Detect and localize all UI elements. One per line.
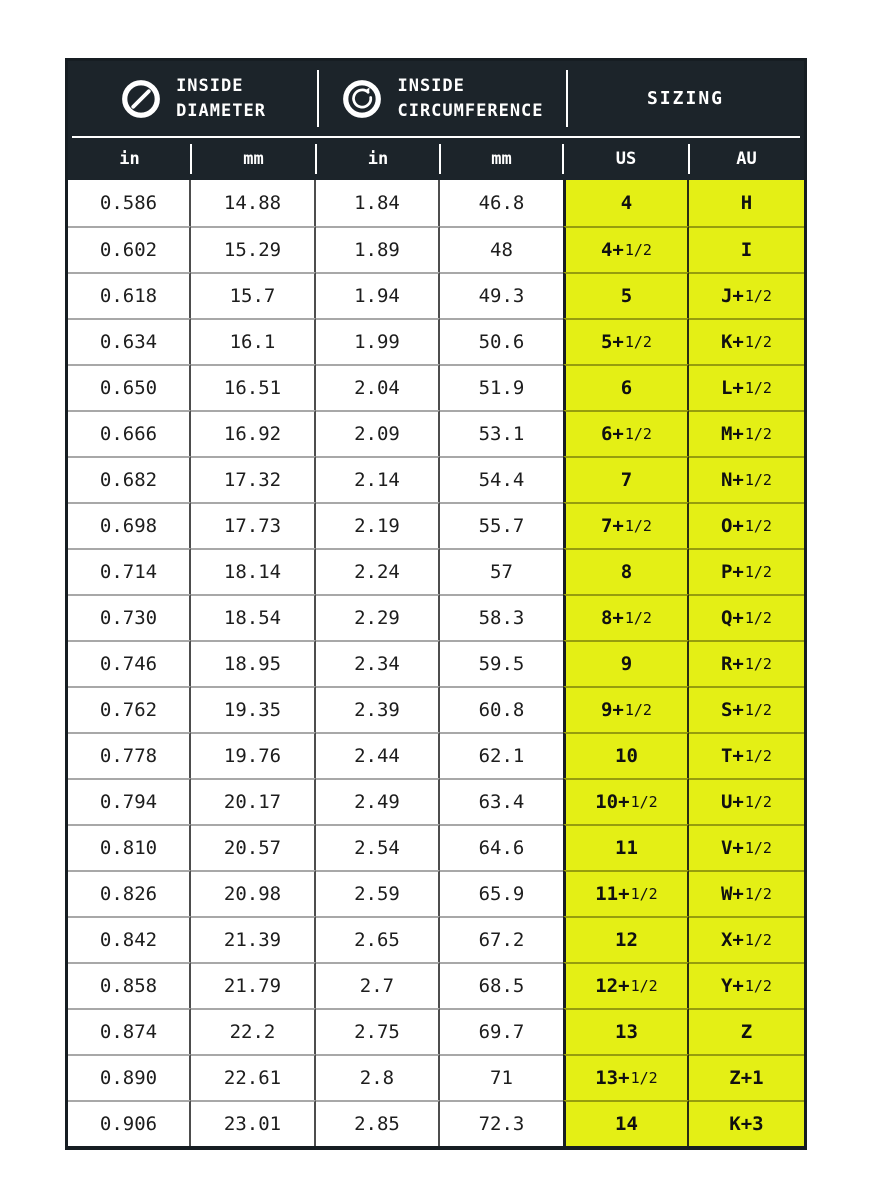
circumference-mm-cell: 54.4 <box>440 456 563 502</box>
diameter-icon <box>120 78 162 120</box>
circumference-in-cell: 2.54 <box>316 824 440 870</box>
diameter-in-cell: 0.826 <box>68 870 191 916</box>
diameter-mm-cell: 18.95 <box>191 640 316 686</box>
circumference-in-cell: 2.04 <box>316 364 440 410</box>
table-row <box>68 272 804 318</box>
us-size-cell: 14 <box>563 1100 689 1146</box>
au-size-cell: Y+ 1/2 <box>689 962 804 1008</box>
sizing-header <box>567 61 804 136</box>
table-row <box>68 410 804 456</box>
circumference-in-cell: 2.19 <box>316 502 440 548</box>
circumference-in-cell: 2.34 <box>316 640 440 686</box>
inside-diameter-label <box>176 74 266 123</box>
us-size-cell: 9+ 1/2 <box>563 686 689 732</box>
us-size-cell: 10 <box>563 732 689 778</box>
col-header-diameter-mm: mm <box>191 138 316 180</box>
circumference-mm-cell: 48 <box>440 226 563 272</box>
circumference-mm-cell: 55.7 <box>440 502 563 548</box>
au-size-cell: O+ 1/2 <box>689 502 804 548</box>
circumference-mm-cell: 62.1 <box>440 732 563 778</box>
us-size-cell: 5 <box>563 272 689 318</box>
table-row <box>68 180 804 226</box>
diameter-mm-cell: 15.7 <box>191 272 316 318</box>
au-size-cell: U+ 1/2 <box>689 778 804 824</box>
circumference-mm-cell: 65.9 <box>440 870 563 916</box>
table-row <box>68 594 804 640</box>
table-row <box>68 364 804 410</box>
col-header-us: US <box>563 138 689 180</box>
circumference-in-cell: 2.39 <box>316 686 440 732</box>
us-size-cell: 12 <box>563 916 689 962</box>
circumference-mm-cell: 64.6 <box>440 824 563 870</box>
circumference-in-cell: 2.14 <box>316 456 440 502</box>
us-size-cell: 4 <box>563 180 689 226</box>
inside-diameter-header <box>68 61 318 136</box>
us-size-cell: 6 <box>563 364 689 410</box>
au-size-cell: Q+ 1/2 <box>689 594 804 640</box>
circumference-mm-cell: 63.4 <box>440 778 563 824</box>
circumference-mm-cell: 58.3 <box>440 594 563 640</box>
diameter-in-cell: 0.778 <box>68 732 191 778</box>
us-size-cell: 11 <box>563 824 689 870</box>
diameter-in-cell: 0.810 <box>68 824 191 870</box>
diameter-in-cell: 0.858 <box>68 962 191 1008</box>
diameter-in-cell: 0.730 <box>68 594 191 640</box>
au-size-cell: P+ 1/2 <box>689 548 804 594</box>
au-size-cell: V+ 1/2 <box>689 824 804 870</box>
diameter-mm-cell: 17.73 <box>191 502 316 548</box>
table-header <box>68 61 804 180</box>
diameter-mm-cell: 16.1 <box>191 318 316 364</box>
circumference-in-cell: 1.89 <box>316 226 440 272</box>
circumference-mm-cell: 57 <box>440 548 563 594</box>
table-row <box>68 1100 804 1146</box>
circumference-in-cell: 2.44 <box>316 732 440 778</box>
header-text-line: INSIDE <box>176 75 244 96</box>
table-row <box>68 548 804 594</box>
us-size-cell: 4+ 1/2 <box>563 226 689 272</box>
au-size-cell: J+ 1/2 <box>689 272 804 318</box>
au-size-cell: K+ 1/2 <box>689 318 804 364</box>
diameter-in-cell: 0.842 <box>68 916 191 962</box>
col-header-circumference-mm: mm <box>440 138 563 180</box>
au-size-cell: L+ 1/2 <box>689 364 804 410</box>
inside-circumference-header <box>318 61 567 136</box>
diameter-mm-cell: 19.35 <box>191 686 316 732</box>
table-row <box>68 456 804 502</box>
au-size-cell: W+ 1/2 <box>689 870 804 916</box>
diameter-mm-cell: 19.76 <box>191 732 316 778</box>
header-text-line: INSIDE <box>397 75 465 96</box>
diameter-in-cell: 0.650 <box>68 364 191 410</box>
diameter-mm-cell: 22.2 <box>191 1008 316 1054</box>
us-size-cell: 9 <box>563 640 689 686</box>
table-row <box>68 870 804 916</box>
table-row <box>68 824 804 870</box>
diameter-mm-cell: 20.98 <box>191 870 316 916</box>
diameter-in-cell: 0.618 <box>68 272 191 318</box>
us-size-cell: 5+ 1/2 <box>563 318 689 364</box>
diameter-mm-cell: 23.01 <box>191 1100 316 1146</box>
circumference-in-cell: 2.59 <box>316 870 440 916</box>
diameter-mm-cell: 16.92 <box>191 410 316 456</box>
diameter-in-cell: 0.746 <box>68 640 191 686</box>
circumference-mm-cell: 71 <box>440 1054 563 1100</box>
circumference-mm-cell: 53.1 <box>440 410 563 456</box>
au-size-cell: R+ 1/2 <box>689 640 804 686</box>
diameter-in-cell: 0.602 <box>68 226 191 272</box>
diameter-in-cell: 0.682 <box>68 456 191 502</box>
au-size-cell: K+3 <box>689 1100 804 1146</box>
diameter-in-cell: 0.890 <box>68 1054 191 1100</box>
diameter-mm-cell: 14.88 <box>191 180 316 226</box>
diameter-in-cell: 0.666 <box>68 410 191 456</box>
table-row <box>68 916 804 962</box>
circumference-in-cell: 2.24 <box>316 548 440 594</box>
circumference-mm-cell: 59.5 <box>440 640 563 686</box>
us-size-cell: 13 <box>563 1008 689 1054</box>
diameter-mm-cell: 21.39 <box>191 916 316 962</box>
header-text-line: CIRCUMFERENCE <box>397 100 544 121</box>
column-header-row <box>68 138 804 180</box>
table-row <box>68 778 804 824</box>
us-size-cell: 12+ 1/2 <box>563 962 689 1008</box>
diameter-mm-cell: 20.17 <box>191 778 316 824</box>
diameter-mm-cell: 16.51 <box>191 364 316 410</box>
table-body <box>68 180 804 1146</box>
circumference-in-cell: 2.75 <box>316 1008 440 1054</box>
circumference-in-cell: 2.29 <box>316 594 440 640</box>
circumference-in-cell: 1.84 <box>316 180 440 226</box>
diameter-in-cell: 0.634 <box>68 318 191 364</box>
au-size-cell: S+ 1/2 <box>689 686 804 732</box>
circumference-in-cell: 2.49 <box>316 778 440 824</box>
diameter-in-cell: 0.698 <box>68 502 191 548</box>
us-size-cell: 7 <box>563 456 689 502</box>
circumference-mm-cell: 50.6 <box>440 318 563 364</box>
au-size-cell: I <box>689 226 804 272</box>
table-row <box>68 502 804 548</box>
us-size-cell: 10+ 1/2 <box>563 778 689 824</box>
circumference-in-cell: 2.85 <box>316 1100 440 1146</box>
circumference-mm-cell: 68.5 <box>440 962 563 1008</box>
us-size-cell: 13+ 1/2 <box>563 1054 689 1100</box>
diameter-mm-cell: 18.14 <box>191 548 316 594</box>
col-header-diameter-in: in <box>68 138 191 180</box>
header-icon-row <box>68 61 804 136</box>
ring-size-chart <box>65 58 807 1150</box>
circumference-mm-cell: 60.8 <box>440 686 563 732</box>
diameter-in-cell: 0.586 <box>68 180 191 226</box>
col-header-au: AU <box>736 149 757 169</box>
circumference-mm-cell: 46.8 <box>440 180 563 226</box>
table-row <box>68 640 804 686</box>
au-size-cell: H <box>689 180 804 226</box>
circumference-mm-cell: 49.3 <box>440 272 563 318</box>
au-size-cell: X+ 1/2 <box>689 916 804 962</box>
circumference-in-cell: 2.09 <box>316 410 440 456</box>
us-size-cell: 8+ 1/2 <box>563 594 689 640</box>
circumference-mm-cell: 67.2 <box>440 916 563 962</box>
au-size-cell: Z+1 <box>689 1054 804 1100</box>
diameter-mm-cell: 22.61 <box>191 1054 316 1100</box>
table-row <box>68 318 804 364</box>
table-row <box>68 1008 804 1054</box>
table-row <box>68 1054 804 1100</box>
inside-circumference-label <box>397 74 543 123</box>
diameter-in-cell: 0.906 <box>68 1100 191 1146</box>
circumference-in-cell: 2.7 <box>316 962 440 1008</box>
circumference-mm-cell: 69.7 <box>440 1008 563 1054</box>
diameter-mm-cell: 18.54 <box>191 594 316 640</box>
diameter-in-cell: 0.794 <box>68 778 191 824</box>
diameter-mm-cell: 21.79 <box>191 962 316 1008</box>
header-text-line: DIAMETER <box>176 100 266 121</box>
diameter-in-cell: 0.874 <box>68 1008 191 1054</box>
circumference-icon <box>341 78 383 120</box>
diameter-mm-cell: 17.32 <box>191 456 316 502</box>
au-size-cell: Z <box>689 1008 804 1054</box>
circumference-mm-cell: 51.9 <box>440 364 563 410</box>
us-size-cell: 7+ 1/2 <box>563 502 689 548</box>
au-size-cell: T+ 1/2 <box>689 732 804 778</box>
circumference-in-cell: 1.99 <box>316 318 440 364</box>
au-size-cell: M+ 1/2 <box>689 410 804 456</box>
us-size-cell: 11+ 1/2 <box>563 870 689 916</box>
sizing-label: SIZING <box>646 88 724 109</box>
us-size-cell: 6+ 1/2 <box>563 410 689 456</box>
table-row <box>68 732 804 778</box>
au-size-cell: N+ 1/2 <box>689 456 804 502</box>
diameter-in-cell: 0.714 <box>68 548 191 594</box>
diameter-mm-cell: 20.57 <box>191 824 316 870</box>
circumference-in-cell: 2.65 <box>316 916 440 962</box>
circumference-mm-cell: 72.3 <box>440 1100 563 1146</box>
circumference-in-cell: 1.94 <box>316 272 440 318</box>
us-size-cell: 8 <box>563 548 689 594</box>
diameter-in-cell: 0.762 <box>68 686 191 732</box>
circumference-in-cell: 2.8 <box>316 1054 440 1100</box>
table-row <box>68 962 804 1008</box>
table-row <box>68 226 804 272</box>
diameter-mm-cell: 15.29 <box>191 226 316 272</box>
table-row <box>68 686 804 732</box>
col-header-circumference-in: in <box>316 138 440 180</box>
